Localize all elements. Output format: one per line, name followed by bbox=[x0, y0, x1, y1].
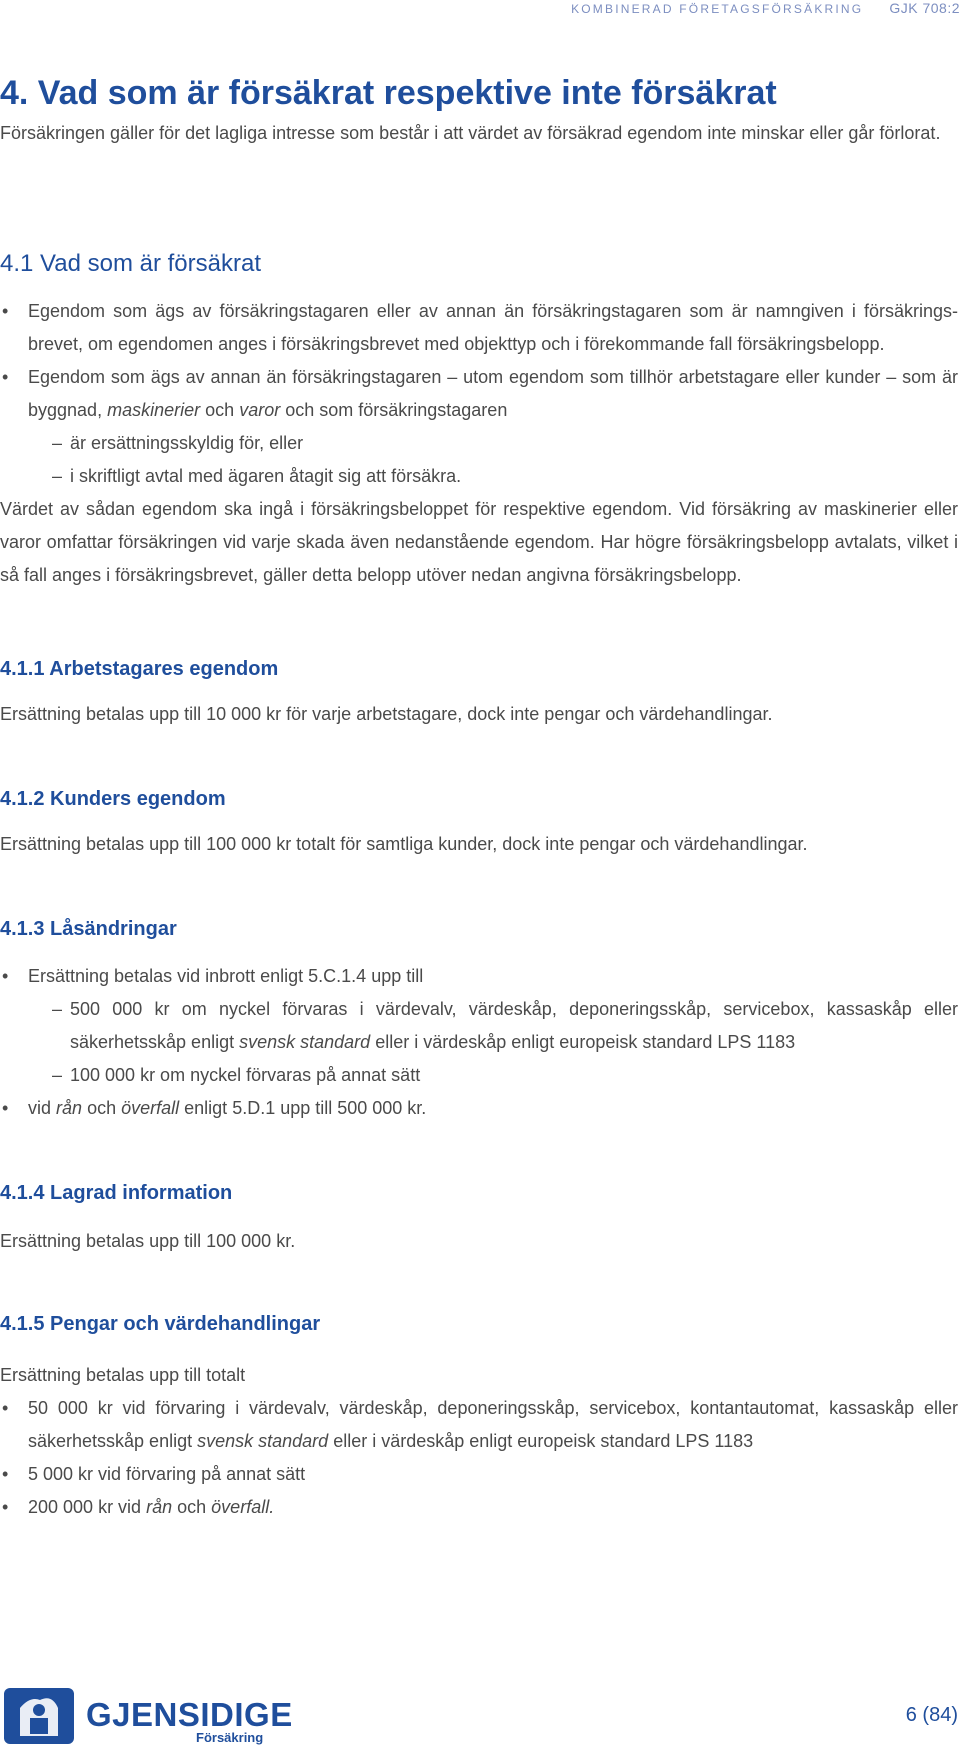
section-4-1-2-heading: 4.1.2 Kunders egendom bbox=[0, 788, 226, 810]
list-item bbox=[0, 361, 958, 427]
section-4-1-paragraph: Värdet av sådan egendom ska ingå i försäkringsbeloppet för respektive egendom. Vid försäkring av maskinerier eller varor omfattar försäkringen vid varje skada även nedanstående egendom. Har högre försäkringsbelopp avtalats, vilket i så fall anges i försäkringsbrevet, gäller detta belopp utöver nedan angivna försäkringsbelopp. bbox=[0, 499, 958, 585]
header-title: KOMBINERAD FÖRETAGSFÖRSÄKRING bbox=[571, 2, 864, 16]
section-4-heading: 4. Vad som är försäkrat respektive inte försäkrat bbox=[0, 74, 777, 112]
gjensidige-logo bbox=[0, 1686, 293, 1746]
emphasis: överfall bbox=[121, 1098, 180, 1118]
list-item: • 5 000 kr vid förvaring på annat sätt bbox=[0, 1458, 958, 1491]
section-4-1-5-heading: 4.1.5 Pengar och värdehandlingar bbox=[0, 1313, 321, 1335]
section-4-1-3-heading: 4.1.3 Låsändringar bbox=[0, 918, 177, 940]
emphasis: svensk standard bbox=[197, 1431, 329, 1451]
logo-text: GJENSIDIGE bbox=[86, 1696, 293, 1733]
list-item bbox=[0, 1491, 958, 1524]
list-item bbox=[0, 295, 958, 361]
list-item bbox=[0, 1392, 958, 1458]
section-4-1-1-heading: 4.1.1 Arbetstagares egendom bbox=[0, 658, 279, 680]
bullet-text: eller i värdeskåp enligt europeisk standard LPS 1183 bbox=[333, 1431, 754, 1451]
lion-emblem-icon bbox=[0, 1686, 80, 1746]
emphasis: svensk standard bbox=[239, 1032, 371, 1052]
bullet-text: och bbox=[205, 400, 235, 420]
emphasis: överfall. bbox=[211, 1497, 275, 1517]
emphasis: varor bbox=[239, 400, 281, 420]
bullet-text: enligt 5.D.1 upp till 500 000 kr. bbox=[184, 1098, 427, 1118]
emphasis: rån bbox=[56, 1098, 83, 1118]
dash-item: – är ersättningsskyldig för, eller bbox=[0, 427, 958, 460]
section-4-1-body bbox=[0, 295, 958, 592]
section-4-1-1-text: Ersättning betalas upp till 10 000 kr för varje arbetstagare, dock inte pengar och värdehandlingar. bbox=[0, 704, 773, 724]
logo-subtext: Försäkring bbox=[196, 1730, 264, 1745]
bullet-text: och bbox=[87, 1098, 117, 1118]
page-number: 6 (84) bbox=[905, 1704, 958, 1726]
section-4-1-heading: 4.1 Vad som är försäkrat bbox=[0, 250, 261, 277]
bullet-text: och bbox=[177, 1497, 207, 1517]
dash-item: – 100 000 kr om nyckel förvaras på annat sätt bbox=[0, 1059, 958, 1092]
dash-text: eller i värdeskåp enligt europeisk standard LPS 1183 bbox=[375, 1032, 796, 1052]
section-4-intro: Försäkringen gäller för det lagliga intresse som består i att värdet av försäkrad egendom inte minskar eller går förlorat. bbox=[0, 123, 941, 143]
running-header bbox=[571, 0, 960, 16]
emphasis: maskinerier bbox=[107, 400, 201, 420]
bullet-text: och som försäkringstagaren bbox=[285, 400, 508, 420]
section-4-1-4-heading: 4.1.4 Lagrad information bbox=[0, 1182, 233, 1204]
section-4-1-3-body bbox=[0, 960, 958, 1125]
bullet-text: vid bbox=[28, 1098, 52, 1118]
section-4-1-4-text: Ersättning betalas upp till 100 000 kr. bbox=[0, 1231, 296, 1251]
list-item: • Ersättning betalas vid inbrott enligt 5.C.1.4 upp till bbox=[0, 960, 958, 993]
list-item bbox=[0, 1092, 958, 1125]
header-code: GJK 708:2 bbox=[889, 0, 960, 16]
emphasis: rån bbox=[146, 1497, 173, 1517]
section-4-1-2-text: Ersättning betalas upp till 100 000 kr totalt för samtliga kunder, dock inte pengar och värdehandlingar. bbox=[0, 834, 808, 854]
bullet-text: Egendom som ägs av annan än försäkringstagaren – utom egendom som tillhör arbetstagare eller kunder – som är byggnad, bbox=[28, 367, 958, 420]
bullet-text: 50 000 kr vid förvaring i värdevalv, värdeskåp, deponeringsskåp, servicebox, kontantautomat, kassaskåp eller säkerhetsskåp enligt bbox=[28, 1398, 958, 1451]
bullet-text: 200 000 kr vid bbox=[28, 1497, 142, 1517]
dash-text: 500 000 kr om nyckel förvaras i värdevalv, värdeskåp, deponeringsskåp, servicebox, kassaskåp eller säkerhetsskåp enligt bbox=[70, 999, 958, 1052]
dash-item bbox=[0, 993, 958, 1059]
bullet-text: Egendom som ägs av försäkringstagaren eller av annan än försäkringstagaren som är namngiven i försäkringsbrevet, om egendomen anges i försäkringsbrevet med objekttyp och i förekommande fall försäkringsbelopp. bbox=[28, 301, 958, 354]
section-4-1-5-intro: Ersättning betalas upp till totalt bbox=[0, 1365, 246, 1385]
dash-item: – i skriftligt avtal med ägaren åtagit sig att försäkra. bbox=[0, 460, 958, 493]
section-4-1-5-body bbox=[0, 1359, 958, 1524]
